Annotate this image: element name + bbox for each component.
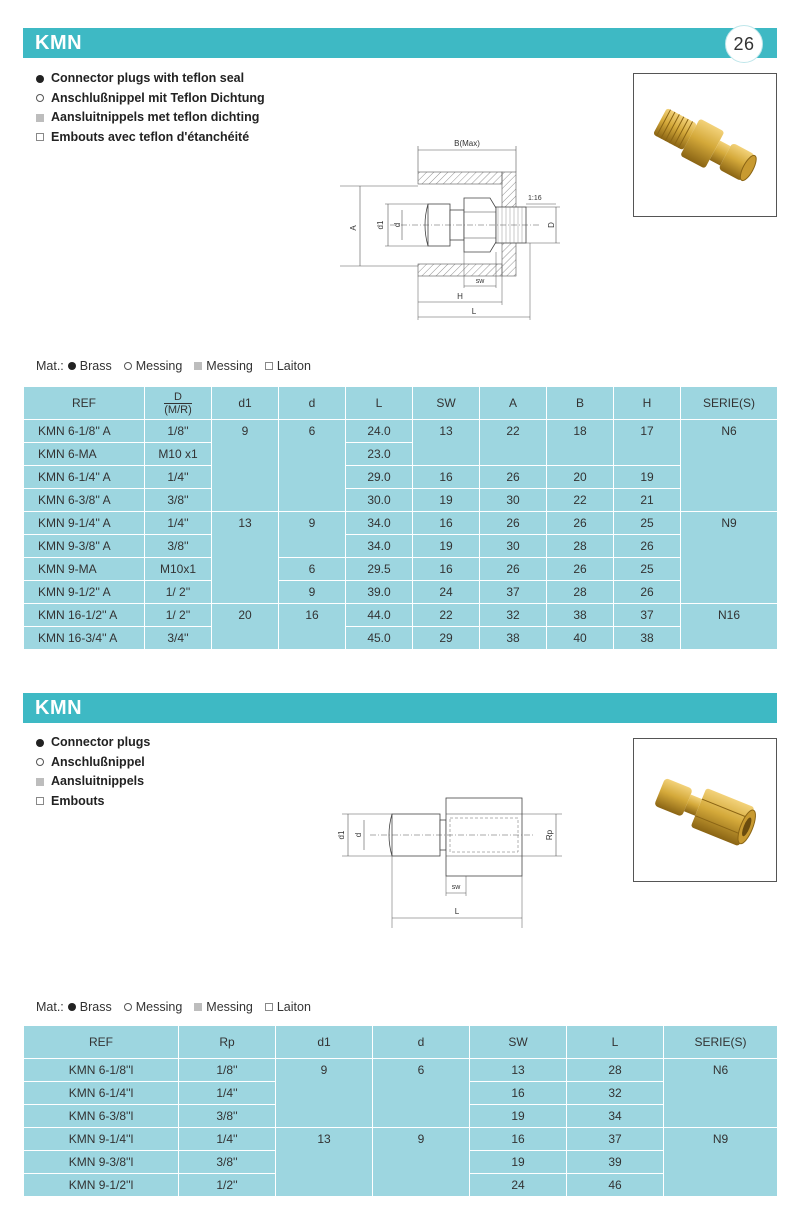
- table-header-row: [24, 1026, 778, 1059]
- header-cell: H: [614, 387, 681, 420]
- section2-title: KMN: [35, 697, 83, 719]
- filled-circle-icon: [68, 362, 76, 370]
- table-row: KMN 6-3/8'' A 3/8'' 30.0 19 30 22 21: [24, 489, 778, 512]
- dim-label-d1: d1: [337, 830, 346, 840]
- section1-product-photo: [633, 73, 777, 217]
- feature-item: Anschlußnippel mit Teflon Dichtung: [36, 89, 265, 109]
- open-square-icon: [265, 1003, 273, 1011]
- header-cell: L: [346, 387, 413, 420]
- header-cell: d: [373, 1026, 470, 1059]
- header-cell: A: [480, 387, 547, 420]
- filled-square-icon: [194, 362, 202, 370]
- filled-square-icon: [194, 1003, 202, 1011]
- table-row: KMN 6-3/8''l 3/8'' 19 34: [24, 1105, 778, 1128]
- table-row: KMN 16-3/4'' A 3/4'' 45.0 29 38 40 38: [24, 627, 778, 650]
- section2-technical-drawing: [330, 792, 570, 932]
- section2-feature-list: [36, 733, 150, 811]
- header-cell: d1: [276, 1026, 373, 1059]
- dim-label-big-d: D: [547, 222, 556, 228]
- section1-feature-list: [36, 69, 265, 147]
- open-square-icon: [36, 797, 44, 805]
- table-header-row: [24, 387, 778, 420]
- section1-technical-drawing: [330, 120, 565, 325]
- feature-item: Aansluitnippels: [36, 772, 150, 792]
- dim-label-bmax: B(Max): [454, 139, 480, 148]
- header-cell: SW: [470, 1026, 567, 1059]
- section2-material-line: Mat.: Brass Messing Messing Laiton: [36, 1000, 311, 1014]
- feature-item: Aansluitnippels met teflon dichting: [36, 108, 265, 128]
- taper-label: 1:16: [528, 195, 542, 202]
- table-row: KMN 6-1/4'' A 1/4'' 29.0 16 26 20 19: [24, 466, 778, 489]
- dim-label-h: H: [457, 292, 463, 301]
- dim-label-d1: d1: [376, 220, 385, 230]
- header-cell: SERIE(S): [664, 1026, 778, 1059]
- dim-label-a: A: [349, 225, 358, 231]
- header-cell: SERIE(S): [681, 387, 778, 420]
- feature-item: Connector plugs: [36, 733, 150, 753]
- filled-square-icon: [36, 114, 44, 122]
- open-circle-icon: [124, 1003, 132, 1011]
- dim-label-l: L: [454, 907, 460, 916]
- feature-item: Embouts: [36, 792, 150, 812]
- open-square-icon: [36, 133, 44, 141]
- header-cell: Rp: [179, 1026, 276, 1059]
- header-cell: $\frac{D}{(M/R)}$: [145, 387, 212, 420]
- table-row: KMN 9-1/4''l 1/4'' 13 9 16 37 N9: [24, 1128, 778, 1151]
- filled-circle-icon: [68, 1003, 76, 1011]
- open-circle-icon: [124, 362, 132, 370]
- section1-title: KMN: [35, 32, 83, 54]
- table-row: KMN 6-1/8''l 1/8'' 9 6 13 28 N6: [24, 1059, 778, 1082]
- table-row: KMN 9-1/2'' A 1/ 2'' 9 39.0 24 37 28 26: [24, 581, 778, 604]
- table-row: KMN 9-3/8'' A 3/8'' 34.0 19 30 28 26: [24, 535, 778, 558]
- section1-material-line: Mat.: Brass Messing Messing Laiton: [36, 359, 311, 373]
- table-row: KMN 6-1/4''l 1/4'' 16 32: [24, 1082, 778, 1105]
- section2-header-bar: [23, 693, 777, 723]
- table-row: KMN 6-1/8'' A 1/8'' 9 6 24.0 13 22 18 17 N6: [24, 420, 778, 443]
- dim-label-sw: sw: [451, 884, 461, 891]
- dim-label-l: L: [471, 307, 477, 316]
- header-cell: d1: [212, 387, 279, 420]
- header-cell: d: [279, 387, 346, 420]
- section1-header-bar: [23, 28, 777, 58]
- table-row: KMN 9-1/2''l 1/2'' 24 46: [24, 1174, 778, 1197]
- header-cell: B: [547, 387, 614, 420]
- dim-label-sw: sw: [475, 278, 485, 285]
- open-square-icon: [265, 362, 273, 370]
- open-circle-icon: [36, 94, 44, 102]
- table-row: KMN 9-1/4'' A 1/4'' 13 9 34.0 16 26 26 25 N9: [24, 512, 778, 535]
- header-cell: SW: [413, 387, 480, 420]
- table-row: KMN 16-1/2'' A 1/ 2'' 20 16 44.0 22 32 38 37 N16: [24, 604, 778, 627]
- filled-square-icon: [36, 778, 44, 786]
- feature-item: Anschlußnippel: [36, 753, 150, 773]
- dim-label-d: d: [393, 222, 402, 228]
- table-row: KMN 9-3/8''l 3/8'' 19 39: [24, 1151, 778, 1174]
- section2-spec-table: [23, 1025, 778, 1197]
- dim-label-rp: Rp: [545, 829, 554, 841]
- filled-circle-icon: [36, 75, 44, 83]
- feature-item: Connector plugs with teflon seal: [36, 69, 265, 89]
- header-cell: REF: [24, 387, 145, 420]
- header-cell: REF: [24, 1026, 179, 1059]
- section2-product-photo: [633, 738, 777, 882]
- brass-plug-image: [634, 739, 776, 881]
- page-number: 26: [725, 25, 763, 63]
- section1-spec-table: [23, 386, 778, 650]
- feature-item: Embouts avec teflon d'étanchéité: [36, 128, 265, 148]
- table-row: KMN 6-MA M10 x1 23.0: [24, 443, 778, 466]
- filled-circle-icon: [36, 739, 44, 747]
- header-cell: L: [567, 1026, 664, 1059]
- open-circle-icon: [36, 758, 44, 766]
- table-row: KMN 9-MA M10x1 6 29.5 16 26 26 25: [24, 558, 778, 581]
- brass-plug-image: [634, 74, 776, 216]
- dim-label-d: d: [354, 832, 363, 838]
